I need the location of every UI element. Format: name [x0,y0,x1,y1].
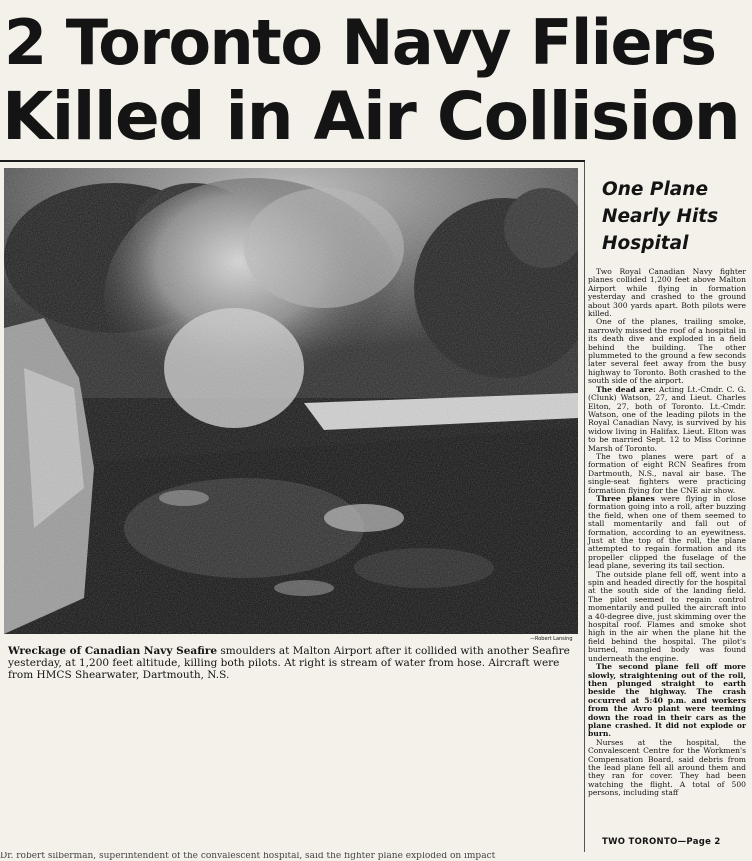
paragraph-lead: Three planes [596,493,655,503]
subhead-line-1: One Plane [602,179,708,200]
story-paragraph: Nurses at the hospital, the Convalescent Centre for the Workmen's Compensation Board, said debris from the lead plane fell all around them and they ran for cover. They had been watching the flight. A total of 500 persons, including staff [588,737,746,798]
story-paragraph: Two Royal Canadian Navy fighter planes collided 1,200 feet above Malton Airport while flying in formation yesterday and crashed to the ground about 300 yards apart. Both pilots were killed. [588,267,746,319]
subhead-line-3: Hospital [602,233,689,254]
paragraph-text: fell off more slowly, straightening out of the roll, then plunged straight to earth beside the highway. The crash occurred at 5:40 p.m. and workers from the Avro plant were teeming down the road in their cars as the plane crashed. It did not explode or burn. [588,662,747,739]
paragraph-text: Acting Lt.-Cmdr. C. G. (Clunk) Watson, 27, and Lieut. Charles Elton, 27, both of Toronto. Lt.-Cmdr. Watson, one of the leading pilots in the Royal Canadian Navy, is survived by his widow living in Halifax. Lieut. Elton was to be married Sept. 12 to Miss Corinne Marsh of Toronto. [588,384,746,453]
paragraph-lead: The second plane [596,662,679,672]
headline-line-1: 2 Toronto Navy Fliers [4,6,716,79]
story-paragraph: The outside plane fell off, went into a spin and headed directly for the hospital at the south side of the landing field. The pilot seemed to regain control momentarily and pulled the aircraft into a 40-degree dive, just skimming over the hospital roof. Flames and smoke shot high in the air when the plane hit the field behind the hospital. The pilot's burned, mangled body was found underneath the engine. [588,569,746,663]
story-paragraph [588,386,746,453]
column-rule [584,162,585,852]
jump-line: TWO TORONTO—Page 2 [602,837,721,847]
photo-caption [8,645,582,681]
cropped-text-strip [0,852,752,861]
caption-text: smoulders at Malton Airport after it collided with another Seafire yesterday, at 1,200 feet altitude, killing both pilots. At right is stream of water from hose. Aircraft were from HMCS Shearwater, Dartmouth, N.S. [8,645,570,681]
story-paragraph: The two planes were part of a formation of eight RCN Seafires from Dartmouth, N.S., naval air base. The single-seat fighters were practicing formation flying for the CNE air show. [588,451,746,495]
story-subhead [602,176,747,257]
headline-rule [0,160,585,162]
wreckage-photo [4,168,578,634]
headline-line-2: Killed in Air Collision [2,78,740,155]
paragraph-text: were flying in close formation going into a roll, after buzzing the field, when one of them seemed to stall momentarily and fall out of formation, according to an eyewitness. Just at the top of the roll, the plane attempted to regain formation and its propeller clipped the fuselage of the lead plane, severing its tail section. [588,493,746,571]
caption-lead: Wreckage of Canadian Navy Seafire [8,645,218,657]
story-body [588,268,746,798]
story-paragraph [588,495,746,571]
cropped-text: Dr. robert silberman, superintendent of the convalescent hospital, said the fighter plane exploded on impact [0,852,496,861]
story-paragraph [588,663,746,739]
photo-credit: —Robert Lansing [530,636,573,642]
paragraph-lead: The dead are: [596,384,656,394]
story-paragraph: One of the planes, trailing smoke, narrowly missed the roof of a hospital in its death dive and exploded in a field behind the building. The other plummeted to the ground a few seconds later several feet away from the busy highway to Toronto. Both crashed to the south side of the airport. [588,317,746,386]
subhead-line-2: Nearly Hits [602,206,719,227]
wreckage-photo-illustration [4,168,578,634]
